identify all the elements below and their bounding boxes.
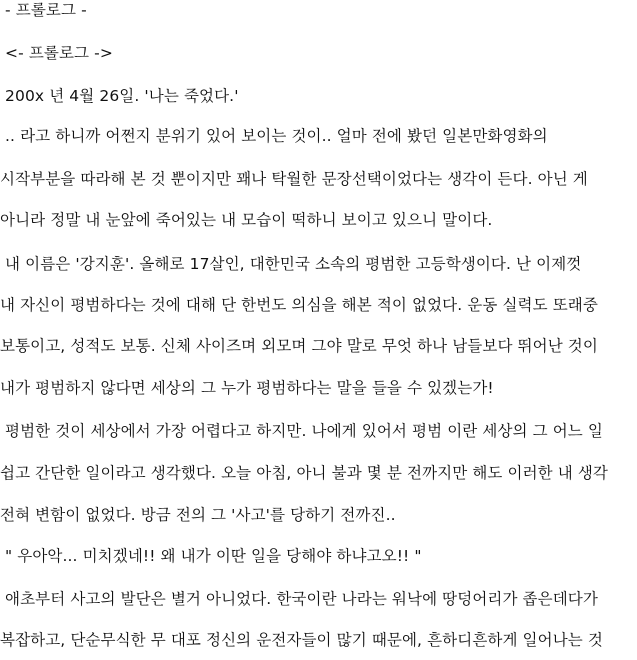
text-line: 복잡하고, 단순무식한 무 대포 정신의 운전자들이 많기 때문에, 흔하디흔하게 일어나는 것 <box>0 631 603 649</box>
text-line: .. 라고 하니까 어쩐지 분위기 있어 보이는 것이.. 얼마 전에 봤던 일본만화영화의 <box>0 127 548 145</box>
text-line: 전혀 변함이 없었다. 방금 전의 그 '사고'를 당하기 전까진.. <box>0 506 396 524</box>
text-line: 내 자신이 평범하다는 것에 대해 단 한번도 의심을 해본 적이 없었다. 운동 실력도 또래중 <box>0 296 598 314</box>
text-line: - 프롤로그 - <box>0 1 87 19</box>
text-line: 내가 평범하지 않다면 세상의 그 누가 평범하다는 말을 들을 수 있겠는가! <box>0 379 494 397</box>
text-line: 애초부터 사고의 발단은 별거 아니었다. 한국이란 나라는 워낙에 땅덩어리가 좁은데다가 <box>0 590 598 608</box>
text-line: 보통이고, 성적도 보통. 신체 사이즈며 외모며 그야 말로 무엇 하나 남들보다 뛰어난 것이 <box>0 337 598 355</box>
text-line: 시작부분을 따라해 본 것 뿐이지만 꽤나 탁월한 문장선택이었다는 생각이 든다. 아닌 게 <box>0 170 588 188</box>
text-line: 평범한 것이 세상에서 가장 어렵다고 하지만. 나에게 있어서 평범 이란 세상의 그 어느 일 <box>0 422 603 440</box>
text-line: <- 프롤로그 -> <box>0 44 113 62</box>
text-line: 200x 년 4월 26일. '나는 죽었다.' <box>0 87 239 105</box>
text-line: 아니라 정말 내 눈앞에 죽어있는 내 모습이 떡하니 보이고 있으니 말이다. <box>0 211 493 229</box>
text-line: 쉽고 간단한 일이라고 생각했다. 오늘 아침, 아니 불과 몇 분 전까지만 해도 이러한 내 생각 <box>0 464 608 482</box>
text-line: " 우아악... 미치겠네!! 왜 내가 이딴 일을 당해야 하냐고오!! " <box>0 547 422 565</box>
text-line: 내 이름은 '강지훈'. 올해로 17살인, 대한민국 소속의 평범한 고등학생이다. 난 이제껏 <box>0 255 582 273</box>
